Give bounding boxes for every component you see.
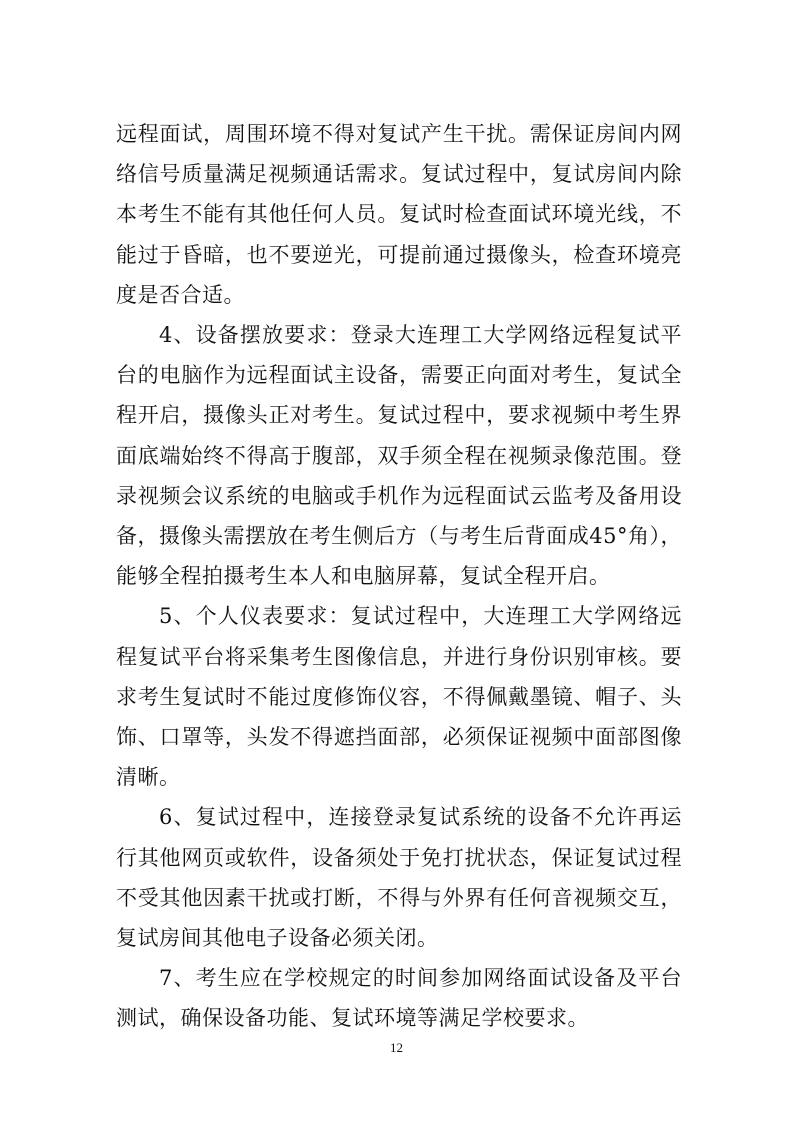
page-number: 12: [390, 1040, 403, 1055]
document-body: [116, 114, 682, 1039]
paragraph-1: 远程面试，周围环境不得对复试产生干扰。需保证房间内网络信号质量满足视频通话需求。复试过程中，复试房间内除本考生不能有其他任何人员。复试时检查面试环境光线，不能过于昏暗，也不要逆光，可提前通过摄像头，检查环境亮度是否合适。: [116, 122, 682, 307]
paragraph-4: 6、复试过程中，连接登录复试系统的设备不允许再运行其他网页或软件，设备须处于免打扰状态，保证复试过程不受其他因素干扰或打断，不得与外界有任何音视频交互，复试房间其他电子设备必须关闭。: [116, 805, 682, 951]
paragraph-2: 4、设备摆放要求：登录大连理工大学网络远程复试平台的电脑作为远程面试主设备，需要正向面对考生，复试全程开启，摄像头正对考生。复试过程中，要求视频中考生界面底端始终不得高于腹部，双手须全程在视频录像范围。登录视频会议系统的电脑或手机作为远程面试云监考及备用设备，摄像头需摆放在考生侧后方（与考生后背面成45°角），能够全程拍摄考生本人和电脑屏幕，复试全程开启。: [116, 323, 682, 589]
paragraph-3: 5、个人仪表要求：复试过程中，大连理工大学网络远程复试平台将采集考生图像信息，并进行身份识别审核。要求考生复试时不能过度修饰仪容，不得佩戴墨镜、帽子、头饰、口罩等，头发不得遮挡面部，必须保证视频中面部图像清晰。: [116, 604, 682, 790]
paragraph-5: 7、考生应在学校规定的时间参加网络面试设备及平台测试，确保设备功能、复试环境等满足学校要求。: [116, 966, 682, 1031]
